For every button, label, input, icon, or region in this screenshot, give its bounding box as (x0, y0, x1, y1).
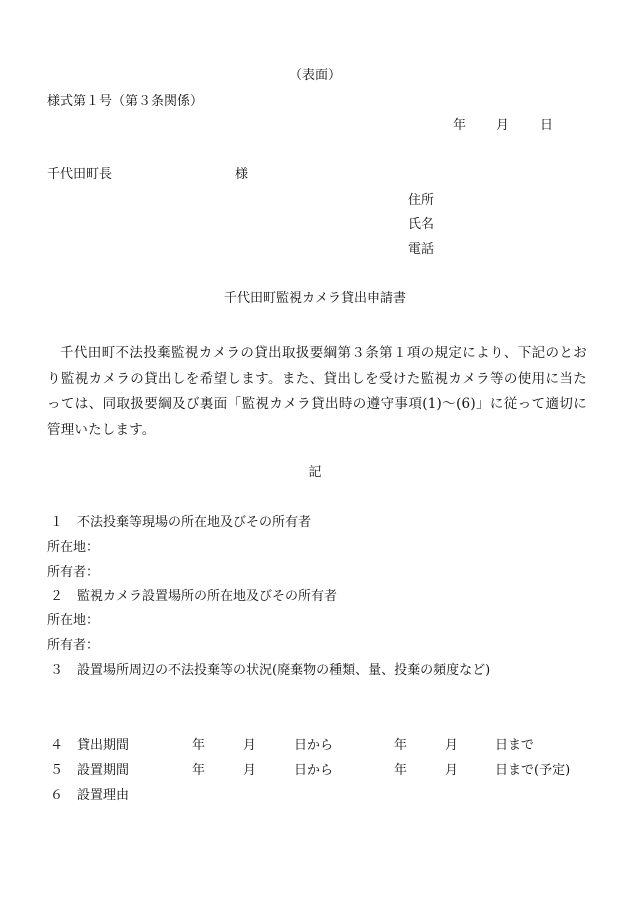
item-4-from-year: 年 (192, 738, 206, 753)
item-5-from-day: 日から (294, 763, 334, 778)
item-4-from-day: 日から (294, 738, 334, 753)
date-month: 月 (496, 118, 510, 133)
date-day: 日 (540, 118, 554, 133)
applicant-name-label: 氏名 (408, 217, 435, 232)
addressee-name: 千代田町長 (47, 167, 113, 182)
item-5-label: 設置期間 (77, 763, 130, 778)
item-1-label: 不法投棄等現場の所在地及びその所有者 (77, 515, 312, 530)
body-paragraph: 千代田町不法投棄監視カメラの貸出取扱要綱第３条第１項の規定により、下記のとおり監視カメラの貸出しを希望します。また、貸出しを受けた監視カメラ等の使用に当たっては、同取扱要綱及び裏面「監視カメラ貸出時の遵守事項(1)～(6)」に従って適切に管理いたします。 (47, 345, 587, 438)
item-6-label: 設置理由 (77, 788, 130, 803)
item-3-label: 設置場所周辺の不法投棄等の状況(廃棄物の種類、量、投棄の頻度など) (77, 663, 491, 678)
document-title: 千代田町監視カメラ貸出申請書 (223, 291, 406, 306)
item-2-label: 監視カメラ設置場所の所在地及びその所有者 (77, 589, 338, 604)
item-5-to-month: 月 (445, 763, 459, 778)
item-3-number: ３ (50, 663, 64, 678)
item-2-owner-label: 所有者： (47, 638, 100, 653)
ki-heading: 記 (308, 465, 322, 480)
item-4-number: ４ (50, 738, 64, 753)
item-4-to-year: 年 (394, 738, 408, 753)
form-number: 様式第１号（第３条関係） (47, 94, 204, 109)
addressee-honorific: 様 (235, 167, 249, 182)
item-5-number: ５ (50, 763, 64, 778)
item-4-to-day: 日まで (495, 738, 535, 753)
date-year: 年 (453, 118, 467, 133)
item-4-to-month: 月 (445, 738, 459, 753)
item-1-location-label: 所在地： (47, 540, 100, 555)
item-5-from-month: 月 (243, 763, 257, 778)
item-4-label: 貸出期間 (77, 738, 130, 753)
item-1-number: １ (50, 515, 64, 530)
item-4-from-month: 月 (243, 738, 257, 753)
item-6-number: ６ (50, 788, 64, 803)
side-label: （表面） (288, 68, 341, 83)
item-5-to-year: 年 (394, 763, 408, 778)
item-5-to-day: 日まで(予定) (495, 763, 571, 778)
item-1-owner-label: 所有者： (47, 565, 100, 580)
item-2-number: ２ (50, 589, 64, 604)
applicant-phone-label: 電話 (408, 242, 435, 257)
item-5-from-year: 年 (192, 763, 206, 778)
item-2-location-label: 所在地： (47, 613, 100, 628)
applicant-address-label: 住所 (408, 193, 435, 208)
